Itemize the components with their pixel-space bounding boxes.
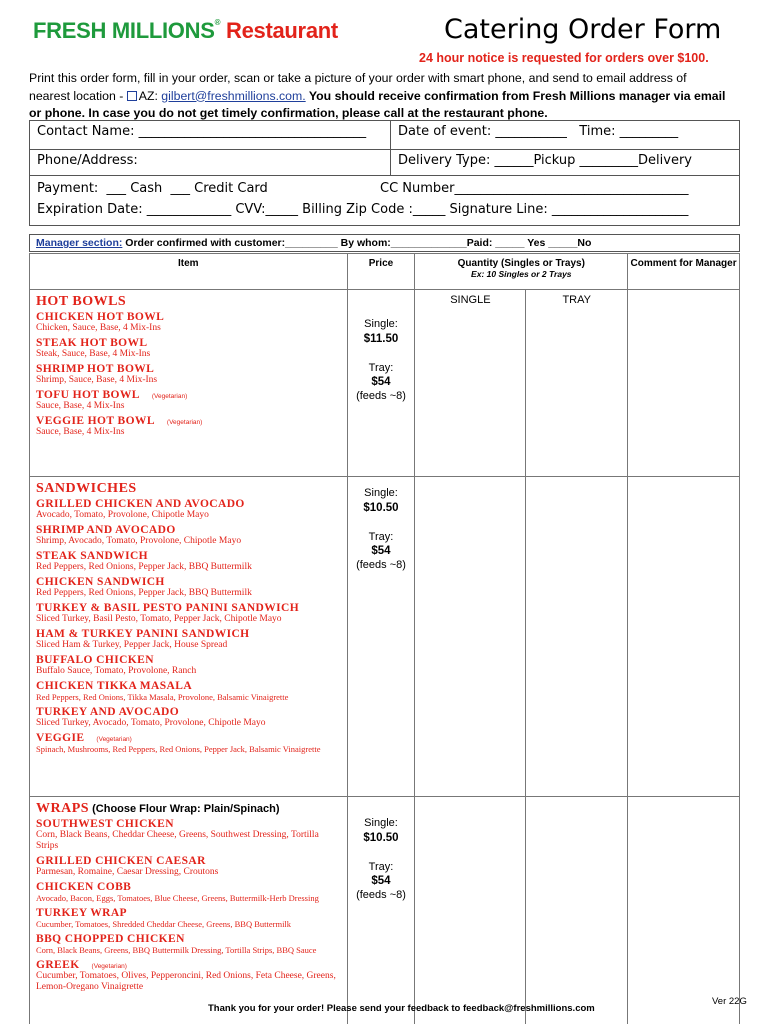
item-name: STEAK HOT BOWL — [36, 337, 148, 349]
item-name: TOFU HOT BOWL — [36, 389, 140, 401]
section-items — [30, 477, 348, 797]
divider — [30, 149, 739, 150]
section-row-hot-bowls — [30, 290, 740, 477]
item-name: BBQ CHOPPED CHICKEN — [36, 933, 185, 945]
price-single: $10.50 — [363, 832, 399, 844]
qty-tray-cell[interactable] — [526, 797, 628, 1024]
list-item — [30, 602, 347, 625]
price-single: $10.50 — [363, 502, 399, 514]
list-item — [30, 550, 347, 573]
item-desc: Avocado, Tomato, Provolone, Chipotle Mayo — [36, 510, 209, 520]
item-desc: Avocado, Bacon, Eggs, Tomatoes, Blue Cheese, Greens, Buttermilk-Herb Dressing — [36, 893, 319, 903]
manager-section-fields[interactable]: Order confirmed with customer:_________ By whom:_____________Paid: _____ Yes _____No — [122, 237, 592, 249]
list-item — [30, 706, 347, 729]
comment-cell[interactable] — [628, 290, 740, 477]
item-name: GRILLED CHICKEN CAESAR — [36, 855, 206, 867]
section-row-sandwiches — [30, 477, 740, 797]
item-desc: Chicken, Sauce, Base, 4 Mix-Ins — [36, 323, 161, 333]
price-tray-label: Tray: — [368, 362, 394, 374]
list-item — [30, 732, 347, 755]
item-desc: Sauce, Base, 4 Mix-Ins — [36, 427, 125, 437]
email-link[interactable]: gilbert@freshmillions.com. — [161, 88, 306, 103]
item-name: SHRIMP AND AVOCADO — [36, 524, 176, 536]
item-name: CHICKEN TIKKA MASALA — [36, 680, 193, 692]
item-name-row — [36, 959, 347, 971]
restaurant-logo — [33, 18, 338, 44]
item-desc: Red Peppers, Red Onions, Pepper Jack, BBQ Buttermilk — [36, 588, 252, 598]
item-name: STEAK SANDWICH — [36, 550, 148, 562]
instructions-line-1: Print this order form, fill in your order, scan or take a picture of your order with smart phone, and send to email address of — [29, 71, 687, 85]
list-item — [30, 628, 347, 651]
section-items — [30, 290, 348, 477]
list-item — [30, 415, 347, 438]
item-name: VEGGIE — [36, 732, 85, 744]
item-desc: Red Peppers, Red Onions, Pepper Jack, BBQ Buttermilk — [36, 562, 252, 572]
list-item — [30, 363, 347, 386]
item-desc: Corn, Black Beans, Greens, BBQ Buttermilk Dressing, Tortilla Strips, BBQ Sauce — [36, 945, 317, 955]
qty-tray-cell[interactable] — [526, 290, 628, 477]
section-title-row — [36, 801, 347, 817]
item-desc: Cucumber, Tomatoes, Shredded Cheddar Cheese, Greens, BBQ Buttermilk — [36, 919, 292, 929]
payment-box — [29, 176, 740, 226]
list-item — [30, 680, 347, 703]
price-single-label: Single: — [364, 318, 398, 330]
instructions — [29, 70, 741, 123]
vegetarian-tag: (Vegetarian) — [166, 419, 203, 426]
expiration-field[interactable]: Expiration Date: _____________ CVV:_____ Billing Zip Code :_____ Signature Line: _____________________ — [37, 202, 689, 217]
price-tray: $54 — [371, 875, 391, 887]
item-name: GREEK — [36, 959, 80, 971]
manager-section — [29, 234, 740, 252]
item-desc: Spinach, Mushrooms, Red Peppers, Red Onions, Pepper Jack, Balsamic Vinaigrette — [36, 744, 321, 754]
footer-thanks: Thank you for your order! Please send your feedback to feedback@freshmillions.com — [208, 1003, 595, 1014]
date-time-field[interactable]: Date of event: ___________ Time: _________ — [398, 124, 679, 139]
divider — [390, 121, 391, 175]
item-desc: Sauce, Base, 4 Mix-Ins — [36, 401, 125, 411]
contact-name-field[interactable]: Contact Name: ___________________________________ — [37, 124, 367, 139]
item-desc: Steak, Sauce, Base, 4 Mix-Ins — [36, 349, 151, 359]
list-item — [30, 524, 347, 547]
list-item — [30, 881, 347, 904]
item-name: VEGGIE HOT BOWL — [36, 415, 155, 427]
list-item — [30, 818, 347, 852]
qty-single-cell[interactable] — [415, 477, 526, 797]
list-item — [30, 654, 347, 677]
item-name-row — [36, 732, 347, 744]
item-desc: Parmesan, Romaine, Caesar Dressing, Croutons — [36, 867, 219, 877]
item-desc: Buffalo Sauce, Tomato, Provolone, Ranch — [36, 666, 197, 676]
header-item: Item — [30, 254, 348, 290]
item-desc: Red Peppers, Red Onions, Tikka Masala, Provolone, Balsamic Vinaigrette — [36, 692, 289, 702]
vegetarian-tag: (Vegetarian) — [91, 963, 127, 970]
item-desc: Sliced Turkey, Avocado, Tomato, Provolone, Chipotle Mayo — [36, 718, 266, 728]
section-subtitle: (Choose Flour Wrap: Plain/Spinach) — [89, 803, 280, 815]
contact-box — [29, 120, 740, 176]
item-name: GRILLED CHICKEN AND AVOCADO — [36, 498, 245, 510]
logo-red-text: Restaurant — [226, 18, 338, 43]
comment-cell[interactable] — [628, 797, 740, 1024]
delivery-type-field[interactable]: Delivery Type: ______Pickup _________Delivery — [398, 153, 692, 168]
section-title: WRAPS — [36, 801, 90, 816]
price-cell — [347, 290, 415, 477]
instructions-line-2 — [29, 88, 741, 106]
price-tray: $54 — [371, 376, 391, 388]
price-single: $11.50 — [363, 333, 399, 345]
location-az: AZ: — [138, 88, 162, 103]
item-name: CHICKEN SANDWICH — [36, 576, 165, 588]
item-desc: Sliced Turkey, Basil Pesto, Tomato, Pepper Jack, Chipotle Mayo — [36, 614, 282, 624]
header-quantity — [415, 254, 628, 290]
item-name-row — [36, 389, 347, 401]
table-header-row — [30, 254, 740, 290]
section-title: HOT BOWLS — [36, 294, 127, 309]
item-name: TURKEY & BASIL PESTO PANINI SANDWICH — [36, 602, 300, 614]
logo-registered-mark: ® — [214, 18, 221, 27]
logo-green-text: FRESH MILLIONS — [33, 18, 215, 43]
item-name-row — [36, 415, 347, 427]
list-item — [30, 576, 347, 599]
qty-tray-label: TRAY — [562, 294, 591, 306]
instructions-bold: You should receive confirmation from Fresh Millions manager via email — [305, 88, 726, 103]
price-single-label: Single: — [364, 817, 398, 829]
item-desc: Shrimp, Sauce, Base, 4 Mix-Ins — [36, 375, 158, 385]
item-name: HAM & TURKEY PANINI SANDWICH — [36, 628, 250, 640]
list-item — [30, 389, 347, 412]
qty-single-cell[interactable] — [415, 797, 526, 1024]
vegetarian-tag: (Vegetarian) — [96, 736, 132, 743]
list-item — [30, 337, 347, 360]
phone-address-field[interactable]: Phone/Address: — [37, 153, 138, 168]
section-items — [30, 797, 348, 1024]
item-desc: Cucumber, Tomatoes, Olives, Pepperoncini, Red Onions, Feta Cheese, Greens, Lemon-Oregano Vinaigrette — [36, 971, 336, 992]
item-name: SHRIMP HOT BOWL — [36, 363, 155, 375]
price-single-label: Single: — [364, 487, 398, 499]
header-quantity-example: Ex: 10 Singles or 2 Trays — [471, 269, 572, 279]
checkbox-icon — [127, 91, 137, 101]
form-title: Catering Order Form — [444, 14, 722, 45]
qty-tray-cell[interactable] — [526, 477, 628, 797]
price-tray-label: Tray: — [368, 531, 394, 543]
price-cell — [347, 477, 415, 797]
item-name: CHICKEN COBB — [36, 881, 132, 893]
section-row-wraps — [30, 797, 740, 1024]
instructions-bold-2: or phone. In case you do not get timely confirmation, please call at the restaurant phone. — [29, 106, 548, 120]
instructions-prefix: nearest location - — [29, 88, 127, 103]
manager-section-label: Manager section: — [36, 237, 123, 249]
item-desc: Corn, Black Beans, Cheddar Cheese, Greens, Southwest Dressing, Tortilla Strips — [36, 830, 319, 851]
item-name: TURKEY WRAP — [36, 907, 127, 919]
price-feeds: (feeds ~8) — [356, 559, 406, 571]
header-price: Price — [347, 254, 415, 290]
item-name: SOUTHWEST CHICKEN — [36, 818, 174, 830]
list-item — [30, 907, 347, 930]
qty-single-label: SINGLE — [450, 294, 491, 306]
price-feeds: (feeds ~8) — [356, 889, 406, 901]
price-tray: $54 — [371, 545, 391, 557]
section-title: SANDWICHES — [36, 481, 137, 496]
order-notice: 24 hour notice is requested for orders over $100. — [419, 51, 709, 65]
item-desc: Shrimp, Avocado, Tomato, Provolone, Chipotle Mayo — [36, 536, 242, 546]
price-feeds: (feeds ~8) — [356, 390, 406, 402]
item-name: CHICKEN HOT BOWL — [36, 311, 165, 323]
list-item — [30, 498, 347, 521]
vegetarian-tag: (Vegetarian) — [151, 393, 188, 400]
item-name: TURKEY AND AVOCADO — [36, 706, 180, 718]
header-comment: Comment for Manager — [628, 254, 740, 290]
list-item — [30, 959, 347, 993]
list-item — [30, 933, 347, 956]
qty-single-cell[interactable] — [415, 290, 526, 477]
comment-cell[interactable] — [628, 477, 740, 797]
version-label: Ver 22G — [712, 996, 747, 1007]
cc-number-field[interactable]: CC Number____________________________________ — [380, 181, 689, 196]
payment-field[interactable]: Payment: ___ Cash ___ Credit Card — [37, 181, 268, 196]
header-quantity-label: Quantity (Singles or Trays) — [457, 258, 585, 269]
list-item — [30, 311, 347, 334]
list-item — [30, 855, 347, 878]
price-cell — [347, 797, 415, 1024]
order-table — [29, 253, 740, 1024]
price-tray-label: Tray: — [368, 861, 394, 873]
item-desc: Sliced Ham & Turkey, Pepper Jack, House Spread — [36, 640, 228, 650]
item-name: BUFFALO CHICKEN — [36, 654, 154, 666]
